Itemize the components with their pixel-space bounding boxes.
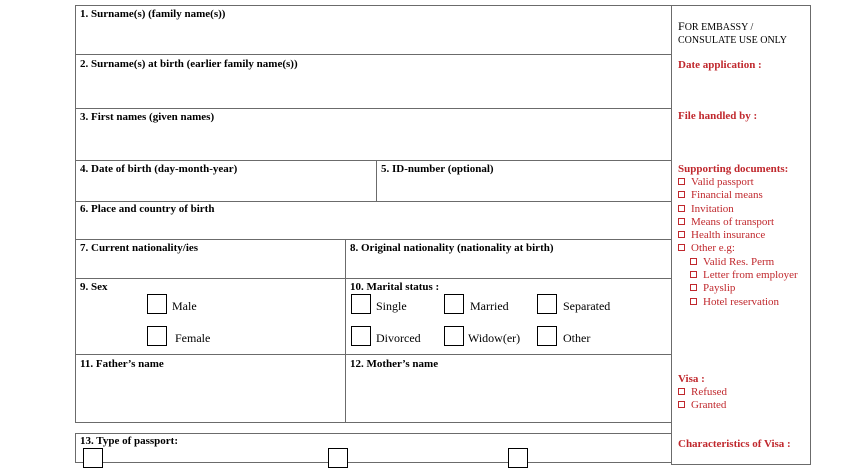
label-female: Female [175,331,211,345]
checkbox-icon [678,388,685,395]
for-embassy-initial: F [678,19,685,33]
label-first-names: 3. First names (given names) [80,111,215,123]
checkbox-passport-type-2[interactable] [328,448,348,468]
visa-label: Visa : [678,373,705,385]
for-embassy-heading [678,20,787,47]
for-embassy-line1: OR EMBASSY / [684,22,754,33]
sub-doc-item[interactable]: Hotel reservation [678,296,798,309]
checkbox-icon [678,231,685,238]
checkbox-icon [690,271,697,278]
checkbox-passport-type-3[interactable] [508,448,528,468]
label-divorced: Divorced [376,331,421,345]
visa-option-granted[interactable]: Granted [678,399,727,412]
doc-item[interactable]: Valid passport [678,176,798,189]
label-male: Male [172,299,197,313]
checkbox-icon [690,284,697,291]
label-id-number: 5. ID-number (optional) [381,163,494,175]
checkbox-other[interactable] [537,326,557,346]
sub-doc-item[interactable]: Payslip [678,282,798,295]
checkbox-icon [690,258,697,265]
label-single: Single [376,299,407,313]
label-other: Other [563,331,591,345]
checkbox-female[interactable] [147,326,167,346]
checkbox-widow[interactable] [444,326,464,346]
supporting-docs-label: Supporting documents: [678,163,789,175]
for-embassy-line2: CONSULATE USE ONLY [678,35,787,46]
label-dob: 4. Date of birth (day-month-year) [80,163,238,175]
label-widow: Widow(er) [468,331,521,345]
supporting-docs-list [678,176,798,309]
doc-item[interactable]: Financial means [678,189,798,202]
field-sex-box [75,278,346,355]
checkbox-icon [690,298,697,305]
label-passport-type: 13. Type of passport: [80,435,178,447]
doc-item[interactable]: Other e.g: [678,242,798,255]
checkbox-male[interactable] [147,294,167,314]
doc-item[interactable]: Invitation [678,203,798,216]
checkbox-icon [678,244,685,251]
checkbox-icon [678,401,685,408]
checkbox-icon [678,218,685,225]
label-place-birth: 6. Place and country of birth [80,203,215,215]
label-separated: Separated [563,299,611,313]
visa-options-list [678,386,727,413]
checkbox-divorced[interactable] [351,326,371,346]
file-handled-label: File handled by : [678,110,758,122]
checkbox-single[interactable] [351,294,371,314]
checkbox-icon [678,178,685,185]
label-married: Married [470,299,509,313]
doc-item[interactable]: Health insurance [678,229,798,242]
visa-option-refused[interactable]: Refused [678,386,727,399]
label-surname: 1. Surname(s) (family name(s)) [80,8,226,20]
label-current-nat: 7. Current nationality/ies [80,242,199,254]
label-surname-birth: 2. Surname(s) at birth (earlier family name(s)) [80,58,298,70]
checkbox-passport-type-1[interactable] [83,448,103,468]
checkbox-married[interactable] [444,294,464,314]
checkbox-icon [678,205,685,212]
sub-doc-item[interactable]: Letter from employer [678,269,798,282]
checkbox-icon [678,191,685,198]
label-sex: 9. Sex [80,281,108,293]
sub-doc-item[interactable]: Valid Res. Perm [678,256,798,269]
checkbox-separated[interactable] [537,294,557,314]
label-mother: 12. Mother’s name [350,358,439,370]
characteristics-visa-label: Characteristics of Visa : [678,438,791,450]
date-application-label: Date application : [678,59,762,71]
doc-item[interactable]: Means of transport [678,216,798,229]
label-marital: 10. Marital status : [350,281,440,293]
label-father: 11. Father’s name [80,358,164,370]
label-original-nat: 8. Original nationality (nationality at birth) [350,242,554,254]
